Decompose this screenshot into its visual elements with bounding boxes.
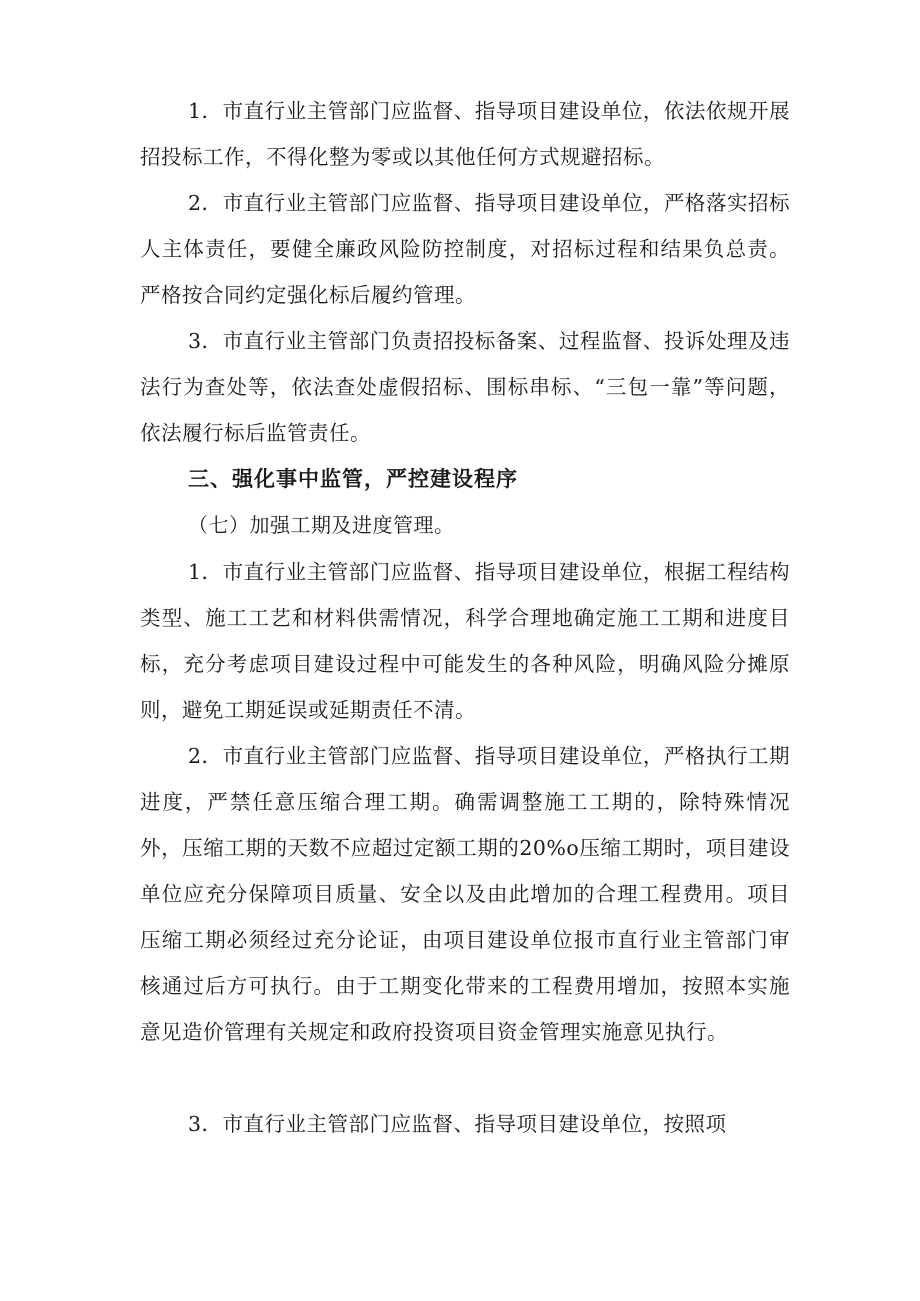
paragraph-4: 1．市直行业主管部门应监督、指导项目建设单位，根据工程结构类型、施工工艺和材料供需情况，科学合理地确定施工工期和进度目标，充分考虑项目建设过程中可能发生的各种风险，明确风险分摊原则，避免工期延误或延期责任不清。 — [140, 560, 790, 722]
paragraph-1: 1．市直行业主管部门应监督、指导项目建设单位，依法依规开展招投标工作，不得化整为零或以其他任何方式规避招标。 — [140, 99, 790, 169]
paragraph-6: 3．市直行业主管部门应监督、指导项目建设单位，按照项 — [188, 1112, 727, 1136]
paragraph-5: 2．市直行业主管部门应监督、指导项目建设单位，严格执行工期进度，严禁任意压缩合理工期。确需调整施工工期的，除特殊情况外，压缩工期的天数不应超过定额工期的20%o压缩工期时，项目建设单位应充分保障项目质量、安全以及由此增加的合理工程费用。项目压缩工期必须经过充分论证，由项目建设单位报市直行业主管部门审核通过后方可执行。由于工期变化带来的工程费用增加，按照本实施意见造价管理有关规定和政府投资项目资金管理实施意见执行。 — [140, 744, 790, 1044]
paragraph-2: 2．市直行业主管部门应监督、指导项目建设单位，严格落实招标人主体责任，要健全廉政风险防控制度，对招标过程和结果负总责。严格按合同约定强化标后履约管理。 — [140, 191, 790, 307]
subsection-title: （七）加强工期及进度管理。 — [188, 513, 455, 537]
paragraph-3: 3．市直行业主管部门负责招投标备案、过程监督、投诉处理及违法行为查处等，依法查处虚假招标、围标串标、“三包一靠”等问题，依法履行标后监管责任。 — [140, 329, 790, 445]
section-heading: 三、强化事中监管，严控建设程序 — [188, 467, 518, 491]
